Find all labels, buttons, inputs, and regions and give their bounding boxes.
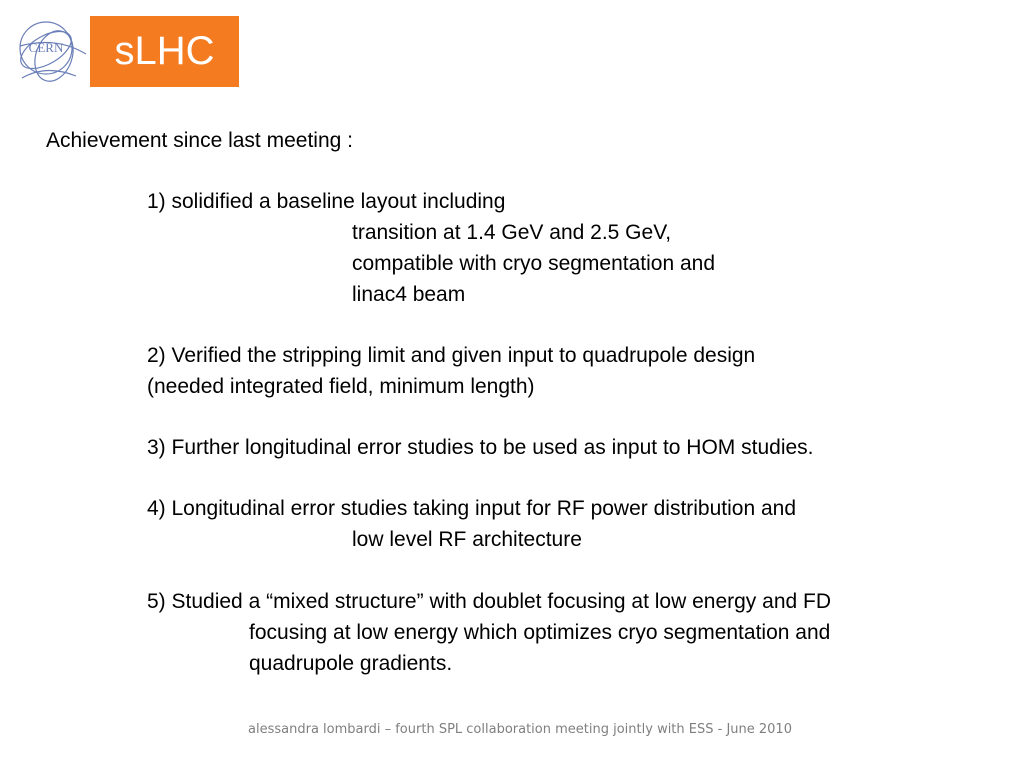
item3-line1: 3) Further longitudinal error studies to be used as input to HOM studies. xyxy=(147,436,814,459)
item5-line3: quadrupole gradients. xyxy=(249,652,453,675)
footer: alessandra lombardi – fourth SPL collaboration meeting jointly with ESS - June 2010 xyxy=(248,722,792,737)
item5-line1: 5) Studied a “mixed structure” with doublet focusing at low energy and FD xyxy=(147,590,832,613)
item2-line1: 2) Verified the stripping limit and given input to quadrupole design xyxy=(147,344,756,367)
item1-line1: 1) solidified a baseline layout including xyxy=(147,190,506,213)
header-logo xyxy=(16,16,239,87)
item5-line2: focusing at low energy which optimizes cryo segmentation and xyxy=(249,621,831,644)
cern-logo-text: CERN xyxy=(28,40,64,55)
item4-line1: 4) Longitudinal error studies taking input for RF power distribution and xyxy=(147,497,797,520)
cern-logo xyxy=(16,16,90,87)
heading: Achievement since last meeting : xyxy=(46,129,353,152)
item1-line2: transition at 1.4 GeV and 2.5 GeV, xyxy=(352,221,672,244)
slhc-banner: sLHC xyxy=(90,16,239,87)
item2-line2: (needed integrated field, minimum length) xyxy=(147,375,535,398)
item4-line2: low level RF architecture xyxy=(352,528,582,551)
item1-line4: linac4 beam xyxy=(352,283,466,306)
item1-line3: compatible with cryo segmentation and xyxy=(352,252,716,275)
